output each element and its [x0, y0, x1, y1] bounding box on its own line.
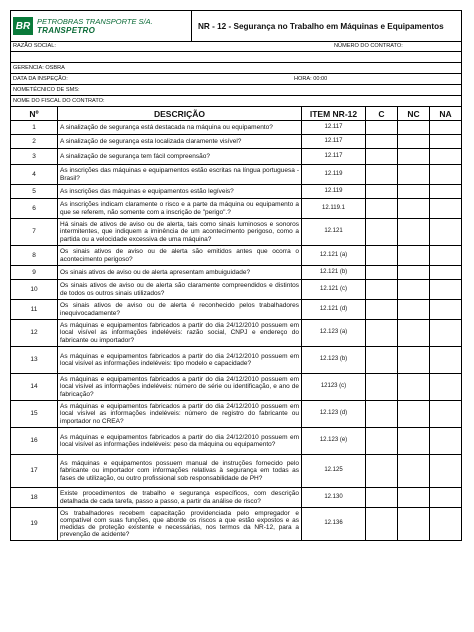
- row-number: 10: [11, 280, 58, 300]
- table-row: [11, 401, 462, 428]
- row-item-reference: 12.119: [302, 185, 366, 199]
- row-description: A sinalização de segurança tem fácil compreensão?: [58, 149, 302, 165]
- row-description: As máquinas e equipamentos fabricados a partir do dia 24/12/2010 possuem em local visível as informações indeléveis: razão social, CNPJ e endereço do fabricante ou importador?: [58, 320, 302, 347]
- row-description: As inscrições das máquinas e equipamentos estão escritas na língua portuguesa - Brasil?: [58, 165, 302, 185]
- row-item-reference: 12.121 (c): [302, 280, 366, 300]
- column-header-number: Nº: [11, 107, 58, 121]
- column-header-item: ITEM NR-12: [302, 107, 366, 121]
- row-description: As máquinas e equipamentos fabricados a partir do dia 24/12/2010 possuem em local visível as informações indeléveis: número de série ou identificação, e ano de fabricação?: [58, 374, 302, 401]
- column-header-description: DESCRIÇÃO: [58, 107, 302, 121]
- company-brand: [11, 11, 192, 41]
- row-not-applicable-cell[interactable]: [430, 300, 462, 320]
- row-not-applicable-cell[interactable]: [430, 374, 462, 401]
- row-not-applicable-cell[interactable]: [430, 266, 462, 280]
- info-row-gerencia: [10, 63, 462, 74]
- row-compliant-cell[interactable]: [366, 149, 398, 165]
- row-noncompliant-cell[interactable]: [398, 401, 430, 428]
- row-description: As inscrições das máquinas e equipamentos estão legíveis?: [58, 185, 302, 199]
- row-compliant-cell[interactable]: [366, 374, 398, 401]
- table-row: [11, 488, 462, 508]
- row-compliant-cell[interactable]: [366, 266, 398, 280]
- row-not-applicable-cell[interactable]: [430, 347, 462, 374]
- row-item-reference: 12.121 (a): [302, 246, 366, 266]
- table-row: [11, 455, 462, 488]
- row-compliant-cell[interactable]: [366, 508, 398, 541]
- info-row-tecnico: [10, 85, 462, 96]
- row-compliant-cell[interactable]: [366, 246, 398, 266]
- inspection-time-field: HORA: 00:00: [294, 76, 328, 82]
- sms-technician-field: NOMETÉCNICO DE SMS:: [13, 87, 80, 93]
- info-row-razao-social: [10, 41, 462, 52]
- column-header-compliant: C: [366, 107, 398, 121]
- table-row: [11, 165, 462, 185]
- info-row-blank: [10, 52, 462, 63]
- logo-badge: BR: [15, 20, 31, 32]
- row-number: 1: [11, 121, 58, 135]
- row-item-reference: 12.119.1: [302, 199, 366, 219]
- row-description: As máquinas e equipamentos possuem manual de instruções fornecido pelo fabricante ou importador com informações relativas à segurança em todas as fases de utilização, ou outro profissional sob responsabilidade de PH?: [58, 455, 302, 488]
- row-noncompliant-cell[interactable]: [398, 246, 430, 266]
- company-name: PETROBRAS TRANSPORTE S/A.: [37, 17, 153, 26]
- row-number: 4: [11, 165, 58, 185]
- row-item-reference: 12.123 (a): [302, 320, 366, 347]
- contract-number-field: NÚMERO DO CONTRATO:: [334, 43, 403, 49]
- row-number: 9: [11, 266, 58, 280]
- row-description: Os trabalhadores recebem capacitação providenciada pelo empregador e compatível com suas funções, que aborde os riscos a que estão expostos e as medidas de proteção existente e necessárias, nos termos da NR-12, para a prevenção de acidente?: [58, 508, 302, 541]
- row-number: 13: [11, 347, 58, 374]
- row-noncompliant-cell[interactable]: [398, 121, 430, 135]
- row-not-applicable-cell[interactable]: [430, 246, 462, 266]
- row-not-applicable-cell[interactable]: [430, 320, 462, 347]
- row-item-reference: 12.121 (d): [302, 300, 366, 320]
- inspection-date-field: DATA DA INSPEÇÃO:: [13, 76, 68, 82]
- row-description: Os sinais ativos de aviso ou de alerta apresentam ambuiguidade?: [58, 266, 302, 280]
- checklist-table: [10, 106, 462, 541]
- row-compliant-cell[interactable]: [366, 428, 398, 455]
- row-compliant-cell[interactable]: [366, 300, 398, 320]
- row-not-applicable-cell[interactable]: [430, 508, 462, 541]
- row-item-reference: 12.119: [302, 165, 366, 185]
- row-number: 5: [11, 185, 58, 199]
- razao-social-field: RAZÃO SOCIAL:: [13, 43, 56, 49]
- row-not-applicable-cell[interactable]: [430, 280, 462, 300]
- row-compliant-cell[interactable]: [366, 488, 398, 508]
- row-not-applicable-cell[interactable]: [430, 455, 462, 488]
- column-header-not-applicable: NA: [430, 107, 462, 121]
- row-not-applicable-cell[interactable]: [430, 185, 462, 199]
- row-compliant-cell[interactable]: [366, 121, 398, 135]
- table-row: [11, 320, 462, 347]
- row-number: 18: [11, 488, 58, 508]
- row-number: 2: [11, 135, 58, 149]
- row-not-applicable-cell[interactable]: [430, 488, 462, 508]
- row-description: As máquinas e equipamentos fabricados a partir do dia 24/12/2010 possuem em local visível as informações indeléveis: peso da máquina ou equipamento?: [58, 428, 302, 455]
- row-compliant-cell[interactable]: [366, 455, 398, 488]
- table-row: [11, 508, 462, 541]
- row-noncompliant-cell[interactable]: [398, 455, 430, 488]
- row-number: 3: [11, 149, 58, 165]
- table-row: [11, 280, 462, 300]
- table-row: [11, 246, 462, 266]
- column-header-noncompliant: NC: [398, 107, 430, 121]
- row-number: 14: [11, 374, 58, 401]
- row-noncompliant-cell[interactable]: [398, 488, 430, 508]
- petrobras-logo: [13, 17, 33, 35]
- row-number: 6: [11, 199, 58, 219]
- info-row-data: [10, 74, 462, 85]
- row-noncompliant-cell[interactable]: [398, 428, 430, 455]
- row-item-reference: 12.125: [302, 455, 366, 488]
- row-noncompliant-cell[interactable]: [398, 266, 430, 280]
- document-title: NR - 12 - Segurança no Trabalho em Máquinas e Equipamentos: [198, 21, 444, 31]
- row-number: 12: [11, 320, 58, 347]
- row-compliant-cell[interactable]: [366, 135, 398, 149]
- row-description: Há sinais de ativos de aviso ou de alerta, tais como sinais luminosos e sonoros intermitentes, que indiquem a iminência de um acontecimento perigoso, como a partida ou a velocidade excessiva de uma máquina?: [58, 219, 302, 246]
- table-row: [11, 149, 462, 165]
- row-noncompliant-cell[interactable]: [398, 185, 430, 199]
- row-item-reference: 12.123 (d): [302, 401, 366, 428]
- row-description: As máquinas e equipamentos fabricados a partir do dia 24/12/2010 possuem em local visível as informações indeléveis: tipo modelo e capacidade?: [58, 347, 302, 374]
- row-item-reference: 12.121: [302, 219, 366, 246]
- row-description: A sinalização de segurança esta localizada claramente visível?: [58, 135, 302, 149]
- row-compliant-cell[interactable]: [366, 347, 398, 374]
- row-item-reference: 12.136: [302, 508, 366, 541]
- row-number: 11: [11, 300, 58, 320]
- row-compliant-cell[interactable]: [366, 199, 398, 219]
- row-not-applicable-cell[interactable]: [430, 401, 462, 428]
- row-description: Existe procedimentos de trabalho e segurança específicos, com descrição detalhada de cada tarefa, passo a passo, a partir da análise de risco?: [58, 488, 302, 508]
- row-item-reference: 12.123 (b): [302, 347, 366, 374]
- row-description: A sinalização de segurança está destacada na máquina ou equipamento?: [58, 121, 302, 135]
- row-noncompliant-cell[interactable]: [398, 165, 430, 185]
- row-item-reference: 12.130: [302, 488, 366, 508]
- table-row: [11, 135, 462, 149]
- row-number: 7: [11, 219, 58, 246]
- row-noncompliant-cell[interactable]: [398, 149, 430, 165]
- row-not-applicable-cell[interactable]: [430, 219, 462, 246]
- company-subsidiary: TRANSPETRO: [37, 26, 96, 35]
- row-item-reference: 12.121 (b): [302, 266, 366, 280]
- row-compliant-cell[interactable]: [366, 219, 398, 246]
- row-number: 19: [11, 508, 58, 541]
- row-number: 16: [11, 428, 58, 455]
- table-row: [11, 300, 462, 320]
- table-row: [11, 374, 462, 401]
- row-noncompliant-cell[interactable]: [398, 219, 430, 246]
- row-compliant-cell[interactable]: [366, 320, 398, 347]
- document-header: [10, 10, 462, 42]
- row-noncompliant-cell[interactable]: [398, 135, 430, 149]
- row-number: 8: [11, 246, 58, 266]
- row-not-applicable-cell[interactable]: [430, 428, 462, 455]
- row-noncompliant-cell[interactable]: [398, 300, 430, 320]
- row-not-applicable-cell[interactable]: [430, 135, 462, 149]
- row-item-reference: 12123 (c): [302, 374, 366, 401]
- row-number: 15: [11, 401, 58, 428]
- table-header-row: [11, 107, 462, 121]
- row-compliant-cell[interactable]: [366, 185, 398, 199]
- row-description: Os sinais ativos de aviso ou de alerta são claramente compreendidos e distintos de todos os outros sinais utilizados?: [58, 280, 302, 300]
- row-item-reference: 12.117: [302, 121, 366, 135]
- row-compliant-cell[interactable]: [366, 401, 398, 428]
- row-noncompliant-cell[interactable]: [398, 374, 430, 401]
- row-number: 17: [11, 455, 58, 488]
- table-row: [11, 428, 462, 455]
- row-not-applicable-cell[interactable]: [430, 121, 462, 135]
- contract-supervisor-field: NOME DO FISCAL DO CONTRATO:: [13, 98, 105, 104]
- row-not-applicable-cell[interactable]: [430, 149, 462, 165]
- row-noncompliant-cell[interactable]: [398, 320, 430, 347]
- row-description: As máquinas e equipamentos fabricados a partir do dia 24/12/2010 possuem em local visível as informações indeléveis: número de registro do fabricante ou importador no CREA?: [58, 401, 302, 428]
- row-not-applicable-cell[interactable]: [430, 199, 462, 219]
- row-description: Os sinais ativos de aviso ou de alerta é reconhecido pelos trabalhadores inequivocadamente?: [58, 300, 302, 320]
- row-compliant-cell[interactable]: [366, 165, 398, 185]
- row-noncompliant-cell[interactable]: [398, 347, 430, 374]
- table-row: [11, 266, 462, 280]
- table-row: [11, 199, 462, 219]
- row-item-reference: 12.123 (e): [302, 428, 366, 455]
- row-description: Os sinais ativos de aviso ou de alerta são emitidos antes que ocorra o acontecimento perigoso?: [58, 246, 302, 266]
- row-description: As inscrições indicam claramente o risco e a parte da máquina ou equipamento a que se referem, não somente com a inscrição de "perigo".?: [58, 199, 302, 219]
- row-item-reference: 12.117: [302, 149, 366, 165]
- table-row: [11, 185, 462, 199]
- table-row: [11, 121, 462, 135]
- row-noncompliant-cell[interactable]: [398, 199, 430, 219]
- gerencia-field: GERENCIA: OSBRA: [13, 65, 65, 71]
- row-item-reference: 12.117: [302, 135, 366, 149]
- table-row: [11, 347, 462, 374]
- table-row: [11, 219, 462, 246]
- row-noncompliant-cell[interactable]: [398, 508, 430, 541]
- row-noncompliant-cell[interactable]: [398, 280, 430, 300]
- row-compliant-cell[interactable]: [366, 280, 398, 300]
- row-not-applicable-cell[interactable]: [430, 165, 462, 185]
